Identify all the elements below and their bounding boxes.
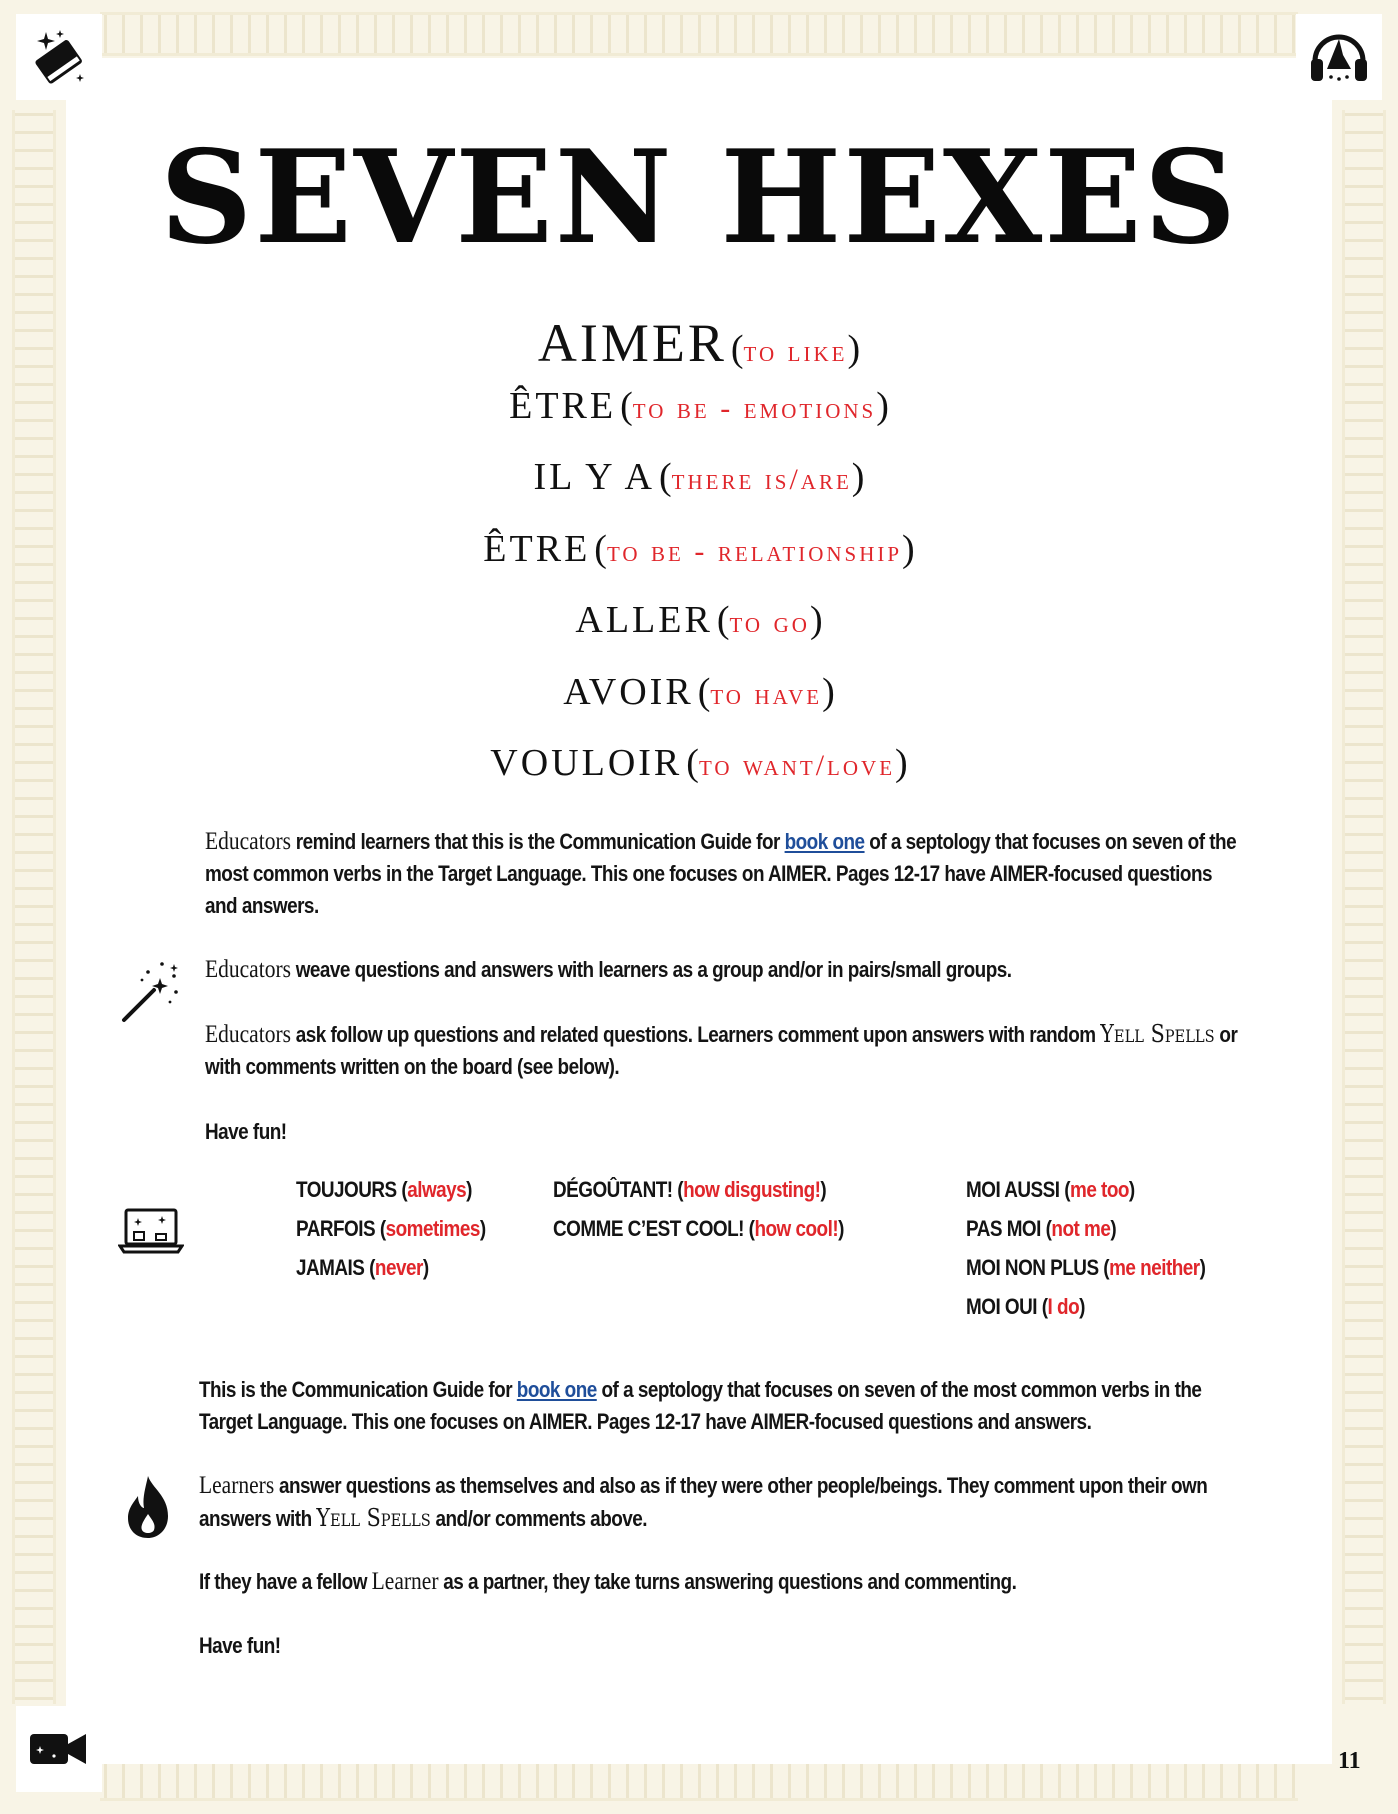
verb-list [0,312,1398,813]
flame-icon [122,1474,174,1540]
magic-wand-icon [118,958,184,1024]
verb: ÊTRE [509,384,617,427]
verb-row: ALLER (to go) [575,599,823,641]
phrase-item: JAMAIS (never) [296,1255,429,1280]
educators-paragraph-2: Educators weave questions and answers with learners as a group and/or in pairs/small groups. [205,956,1012,983]
verb-meaning: to like [743,335,848,368]
phrase-item: MOI OUI (I do) [966,1294,1085,1319]
yell-spells: Yell Spells [1100,1020,1215,1048]
learners-word: Learners [199,1472,275,1499]
verb-row: AVOIR (to have) [563,670,835,713]
page-title: SEVEN HEXES [159,123,1239,273]
phrase-item: DÉGOÛTANT! (how disgusting!) [553,1177,827,1202]
corner-bottom-left [16,1706,102,1792]
video-camera-icon [26,1726,92,1772]
educators-paragraph-1: Educators remind learners that this is the Communication Guide for book one of a septology that focuses on seven of the most common verbs in the Target Language. This one focuses on AIMER. Pages 12-17 have AIMER-focused questions and answers. [205,828,1237,918]
phrases-column-3 [966,1170,1205,1326]
educators-word: Educators [205,956,291,983]
phrase-item: PAS MOI (not me) [966,1216,1117,1241]
wizard-headphones-icon [1307,25,1371,89]
educators-have-fun: Have fun! [205,1119,287,1144]
verb: AIMER [537,313,727,373]
phrases-column-2 [553,1170,844,1248]
verb-meaning: to have [710,677,823,711]
book-sparkle-icon [26,24,92,90]
phrase-item: PARFOIS (sometimes) [296,1216,486,1241]
page-number: 11 [1338,1748,1361,1774]
educators-word: Educators [205,828,291,855]
learners-paragraph-1: Learners answer questions as themselves and also as if they were other people/beings. They comment upon their own answers with Yell Spells and/or comments above. [199,1472,1208,1532]
verb-meaning: to be - relationship [606,534,903,568]
verb-row: IL Y A (there is/are) [533,456,865,498]
phrase-item: MOI NON PLUS (me neither) [966,1255,1206,1280]
verb-meaning: to want/love [698,749,896,782]
verb-row: ÊTRE (to be - relationship) [483,527,915,570]
learners-paragraph-2: If they have a fellow Learner as a partner, they take turns answering questions and commenting. [199,1568,1017,1595]
verb-meaning: to go [729,606,810,639]
verb: ALLER [575,599,713,641]
verb-row: AIMER (to like) [537,313,861,373]
verb-meaning: there is/are [671,463,852,496]
laptop-icon [118,1206,184,1256]
verb-meaning: to be - emotions [632,391,877,425]
verb: VOULOIR [490,742,683,784]
learner-word: Learner [371,1568,439,1595]
verb: ÊTRE [483,527,591,570]
phrase-item: COMME C’EST COOL! (how cool!) [553,1216,844,1241]
yell-spells: Yell Spells [316,1504,431,1532]
verb-row: ÊTRE (to be - emotions) [509,384,889,427]
learners-have-fun: Have fun! [199,1633,281,1658]
educators-paragraph-3: Educators ask follow up questions and related questions. Learners comment upon answers with random Yell Spells or with comments written on the board (see below). [205,1020,1238,1079]
book-one-link[interactable]: book one [784,829,865,854]
verb-row: VOULOIR (to want/love) [490,742,908,784]
phrase-item: MOI AUSSI (me too) [966,1177,1135,1202]
corner-top-right [1296,14,1382,100]
educators-word: Educators [205,1021,291,1048]
learners-intro: This is the Communication Guide for book one of a septology that focuses on seven of the most common verbs in the Target Language. This one focuses on AIMER. Pages 12-17 have AIMER-focused questions and answers. [199,1377,1202,1434]
book-one-link[interactable]: book one [516,1377,597,1402]
top-border [100,12,1298,56]
verb: AVOIR [563,670,694,713]
verb: IL Y A [533,456,655,498]
corner-top-left [16,14,102,100]
phrase-item: TOUJOURS (always) [296,1177,472,1202]
phrases-column-1 [296,1170,486,1287]
